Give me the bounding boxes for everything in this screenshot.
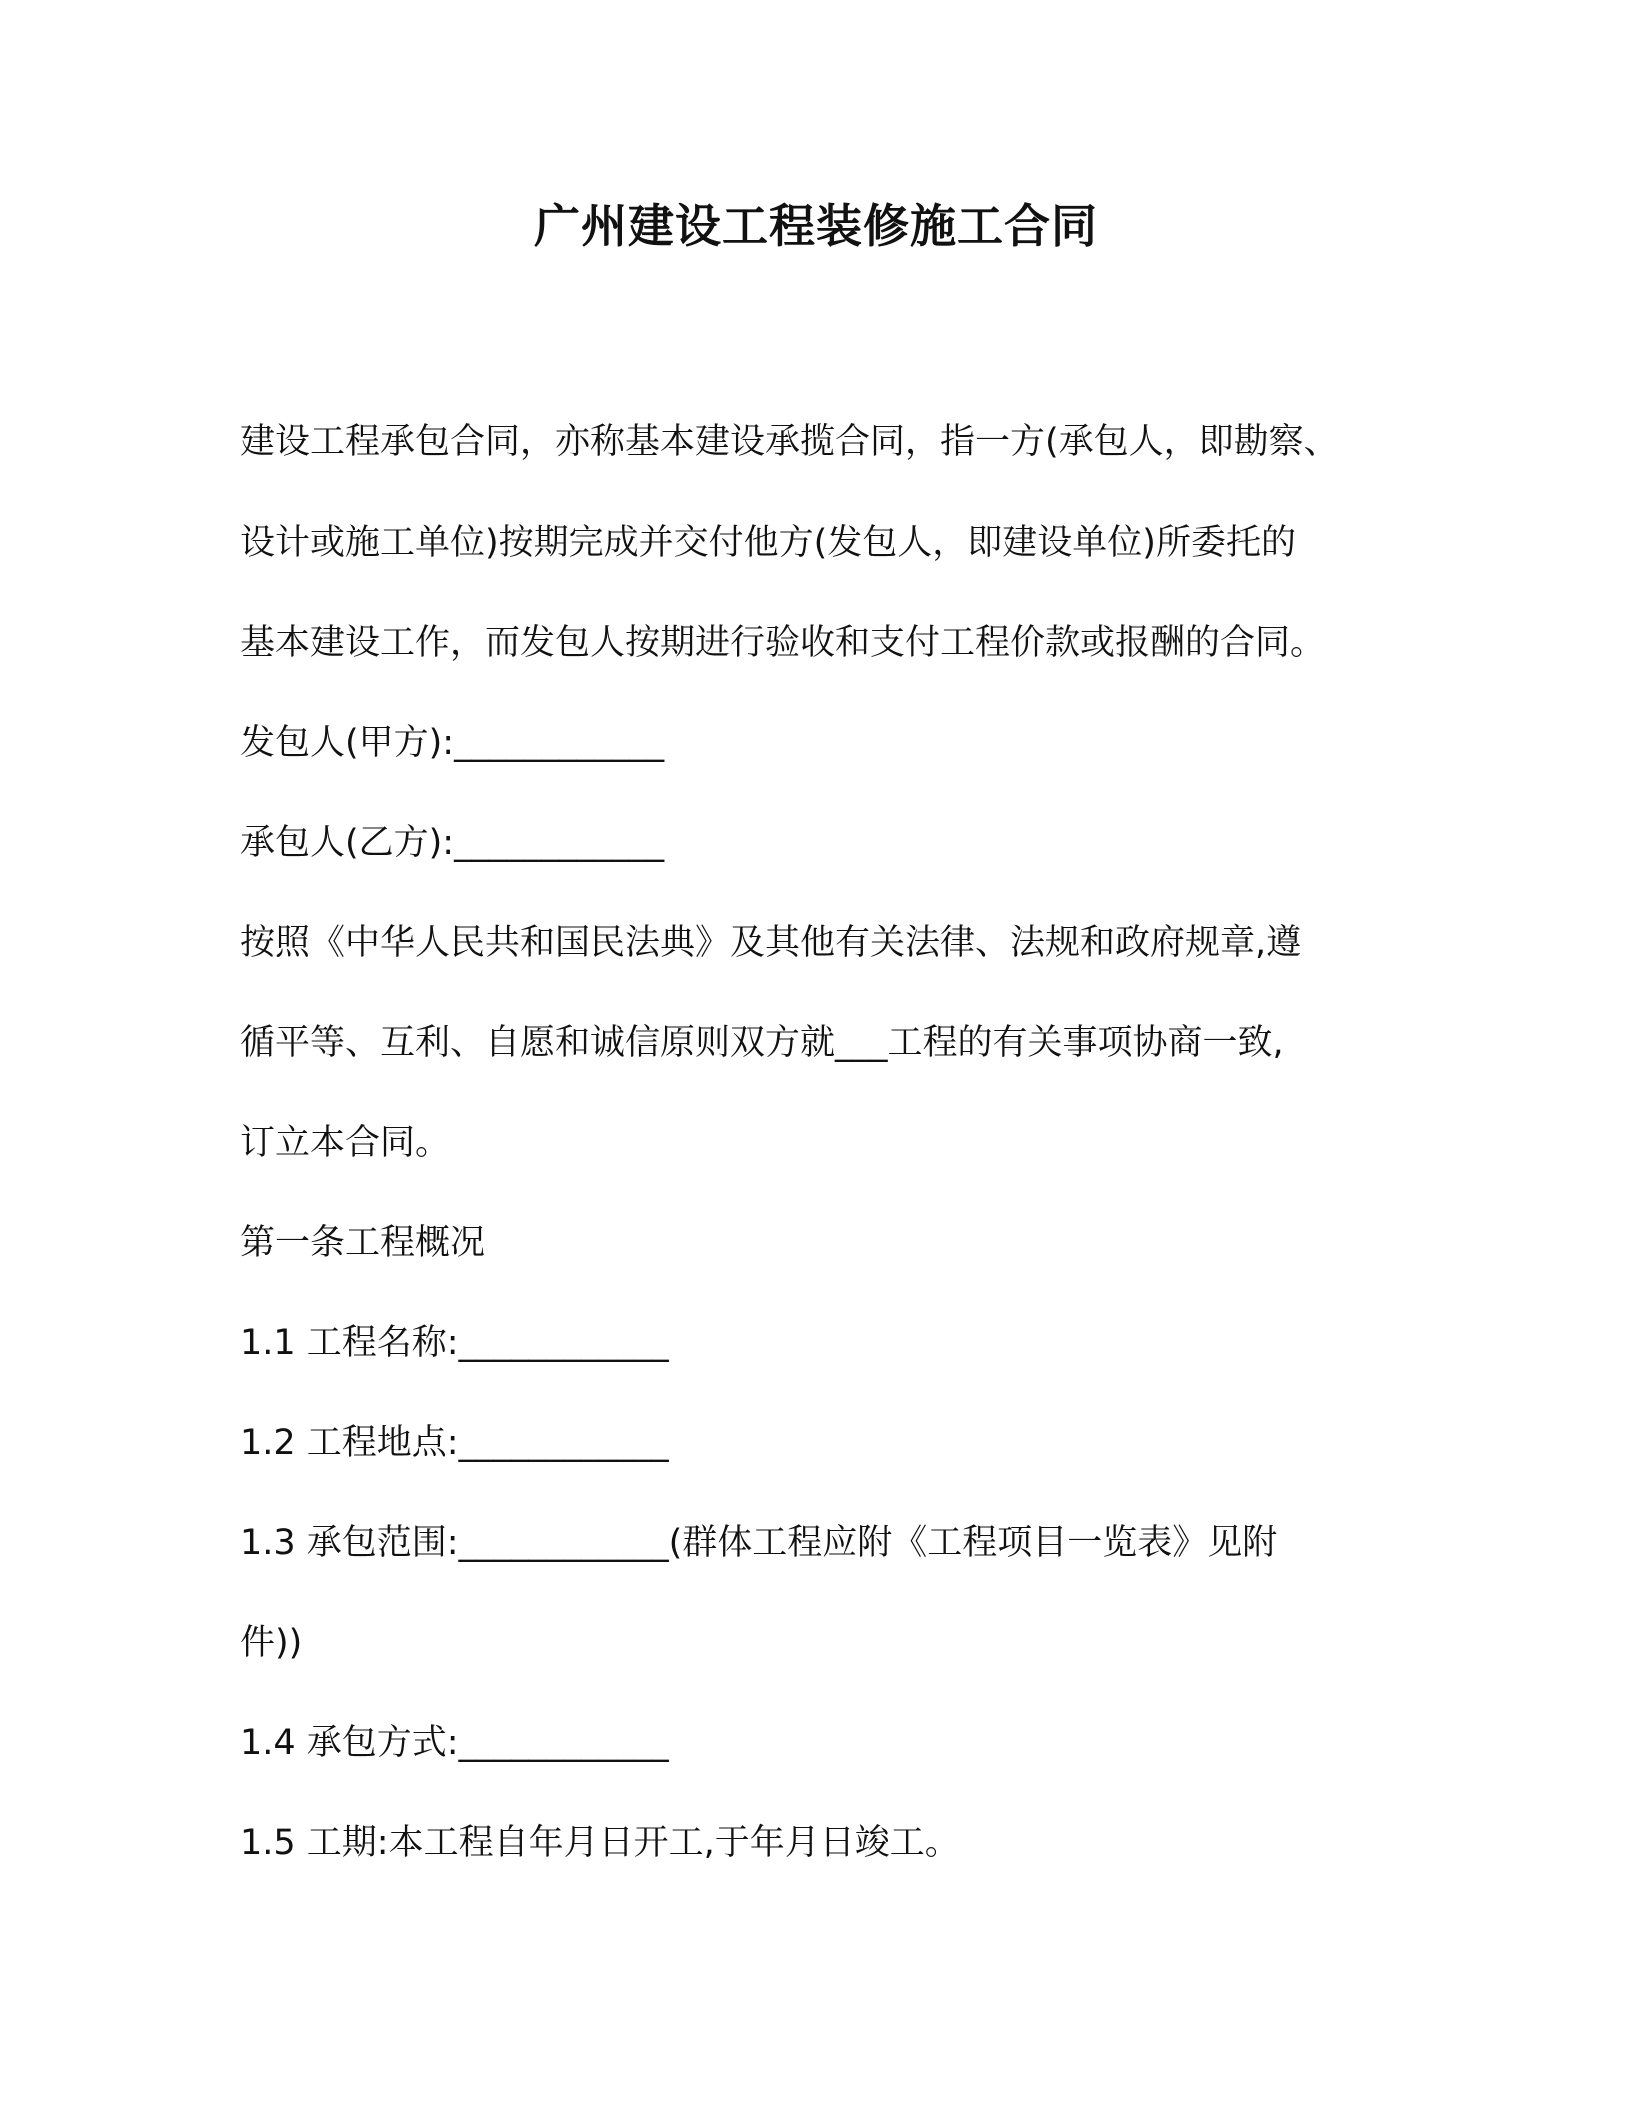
- contract-method-line: 1.4 承包方式:____________: [240, 1723, 669, 1763]
- construction-period-line: 1.5 工期:本工程自年月日开工,于年月日竣工。: [240, 1823, 960, 1863]
- contract-scope-continuation: 件)): [240, 1623, 303, 1663]
- intro-line-3: 基本建设工作，而发包人按期进行验收和支付工程价款或报酬的合同。: [240, 623, 1326, 663]
- intro-line-2: 设计或施工单位)按期完成并交付他方(发包人，即建设单位)所委托的: [240, 523, 1296, 563]
- intro-line-1: 建设工程承包合同，亦称基本建设承揽合同，指一方(承包人，即勘察、: [240, 422, 1339, 462]
- basis-line-1: 按照《中华人民共和国民法典》及其他有关法律、法规和政府规章,遵: [240, 923, 1302, 963]
- contract-scope-line: 1.3 承包范围:____________(群体工程应附《工程项目一览表》见附: [240, 1523, 1278, 1563]
- project-location-line: 1.2 工程地点:____________: [240, 1423, 669, 1463]
- article-1-heading: 第一条工程概况: [240, 1223, 486, 1263]
- document-title: 广州建设工程装修施工合同: [534, 199, 1098, 253]
- party-b-line: 承包人(乙方):____________: [240, 823, 665, 863]
- basis-line-3: 订立本合同。: [240, 1123, 451, 1163]
- project-name-line: 1.1 工程名称:____________: [240, 1323, 669, 1363]
- party-a-line: 发包人(甲方):____________: [240, 723, 665, 763]
- basis-line-2: 循平等、互利、自愿和诚信原则双方就___工程的有关事项协商一致,: [240, 1023, 1284, 1063]
